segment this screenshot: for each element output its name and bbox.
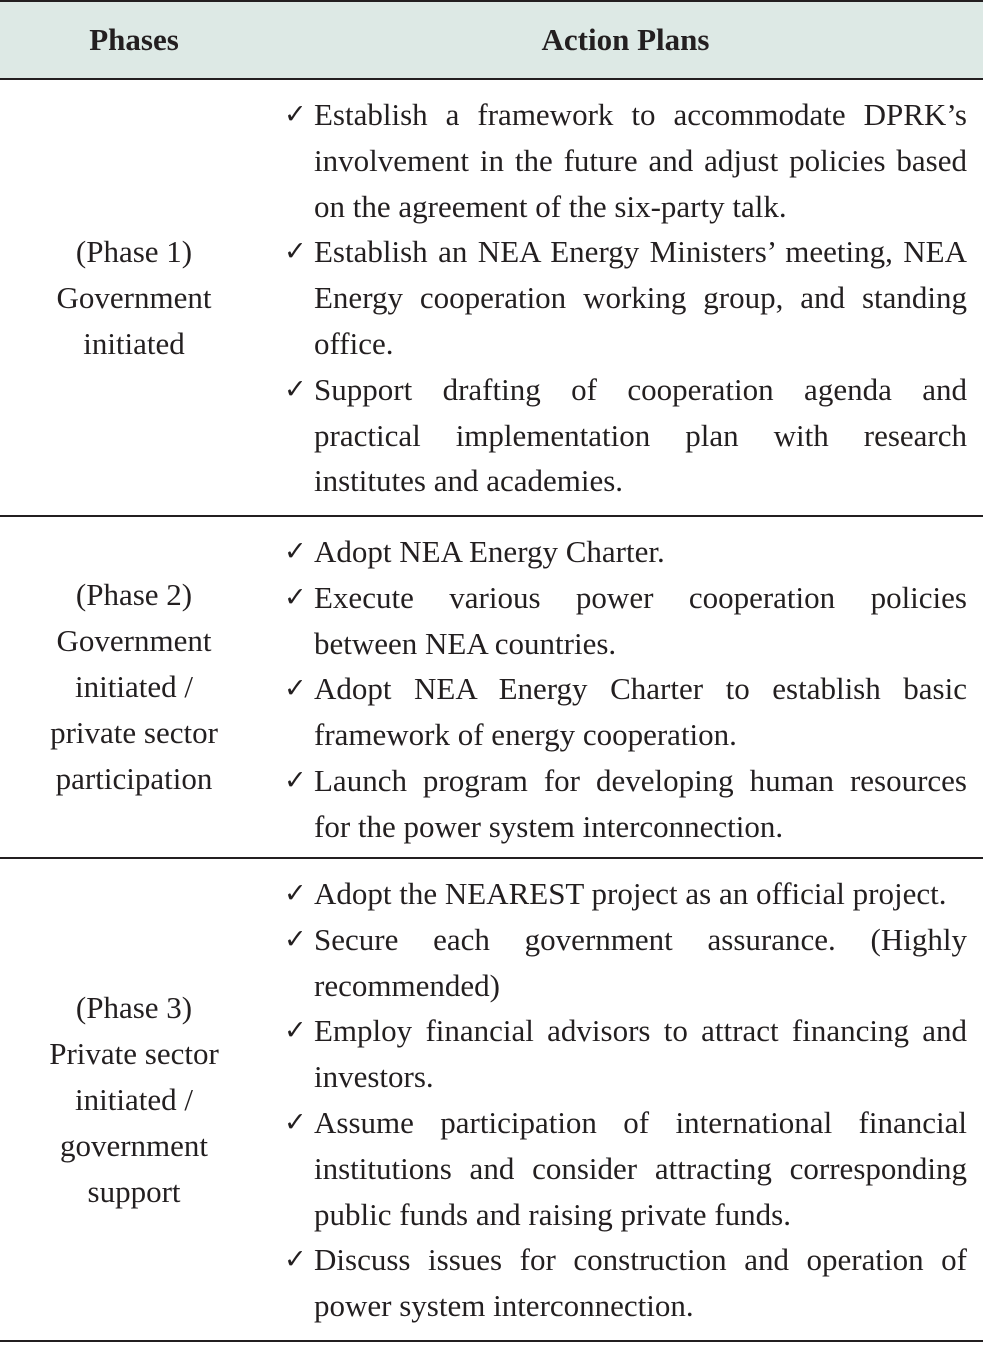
check-mark-icon: ✓ [284,1106,307,1138]
check-mark-icon: ✓ [284,673,307,705]
list-item [284,1100,967,1237]
list-item [284,575,967,667]
check-mark-icon: ✓ [284,1015,307,1047]
list-item [284,1237,967,1329]
plan-text: Support drafting of cooperation agenda and practical implementation plan with research institutes and academies. [314,371,967,499]
list-item [284,871,967,917]
phase-line: (Phase 3) [75,989,193,1025]
plan-text: Launch program for developing human resources for the power system interconnection. [314,762,967,844]
phase-line: initiated / [75,669,193,704]
list-item [284,917,967,1009]
action-plans-cell [284,529,967,850]
list-item [284,666,967,758]
plan-text: Establish a framework to accommodate DPRK’s involvement in the future and adjust policies based on the agreement of the six-party talk. [314,97,967,224]
plan-text: Discuss issues for construction and operation of power system interconnection. [314,1242,967,1324]
plan-text: Assume participation of international financial institutions and consider attracting corresponding public funds and raising private funds. [314,1104,967,1232]
list-item [284,92,967,229]
header-phases: Phases [89,22,179,57]
check-mark-icon: ✓ [284,373,307,405]
table-row-phase-2 [0,517,983,859]
check-mark-icon: ✓ [284,581,307,613]
plan-text: Secure each government assurance. (Highly recommended) [314,921,967,1003]
plan-text: Employ financial advisors to attract financing and investors. [314,1013,967,1095]
phase-cell [0,80,268,515]
phase-line: Government [56,623,212,658]
header-action-plans: Action Plans [541,22,710,57]
table-header [0,0,983,80]
check-mark-icon: ✓ [284,1244,307,1276]
plan-text: Adopt NEA Energy Charter to establish basic framework of energy cooperation. [314,671,967,753]
list-item [284,229,967,366]
action-plans-cell [284,92,967,504]
plan-text: Adopt the NEAREST project as an official project. [314,876,947,911]
phase-line: private sector [50,715,218,750]
check-mark-icon: ✓ [284,923,307,955]
check-mark-icon: ✓ [284,99,307,130]
phase-line: initiated / [75,1081,193,1117]
phase-line: government [59,1127,209,1163]
table-row-phase-1 [0,80,983,517]
check-mark-icon: ✓ [284,236,307,268]
phase-line: (Phase 1) [75,233,193,269]
list-item [284,367,967,504]
phase-cell [0,517,268,857]
check-mark-icon: ✓ [284,536,307,567]
action-plans-cell [284,871,967,1329]
plan-text: Adopt NEA Energy Charter. [314,534,665,569]
check-mark-icon: ✓ [284,764,307,796]
table-row-phase-3 [0,859,983,1342]
check-mark-icon: ✓ [284,878,307,909]
list-item [284,758,967,850]
phase-line: Private sector [49,1035,219,1071]
phase-line: initiated [83,325,185,361]
phase-cell [0,859,268,1340]
phase-line: Government [56,279,212,315]
phase-line: (Phase 2) [75,577,193,612]
phase-line: support [87,1173,181,1209]
list-item [284,529,967,575]
plan-text: Execute various power cooperation policies between NEA countries. [314,579,967,661]
list-item [284,1008,967,1100]
phase-line: participation [55,761,213,796]
plan-text: Establish an NEA Energy Ministers’ meeting, NEA Energy cooperation working group, and standing office. [314,234,967,361]
